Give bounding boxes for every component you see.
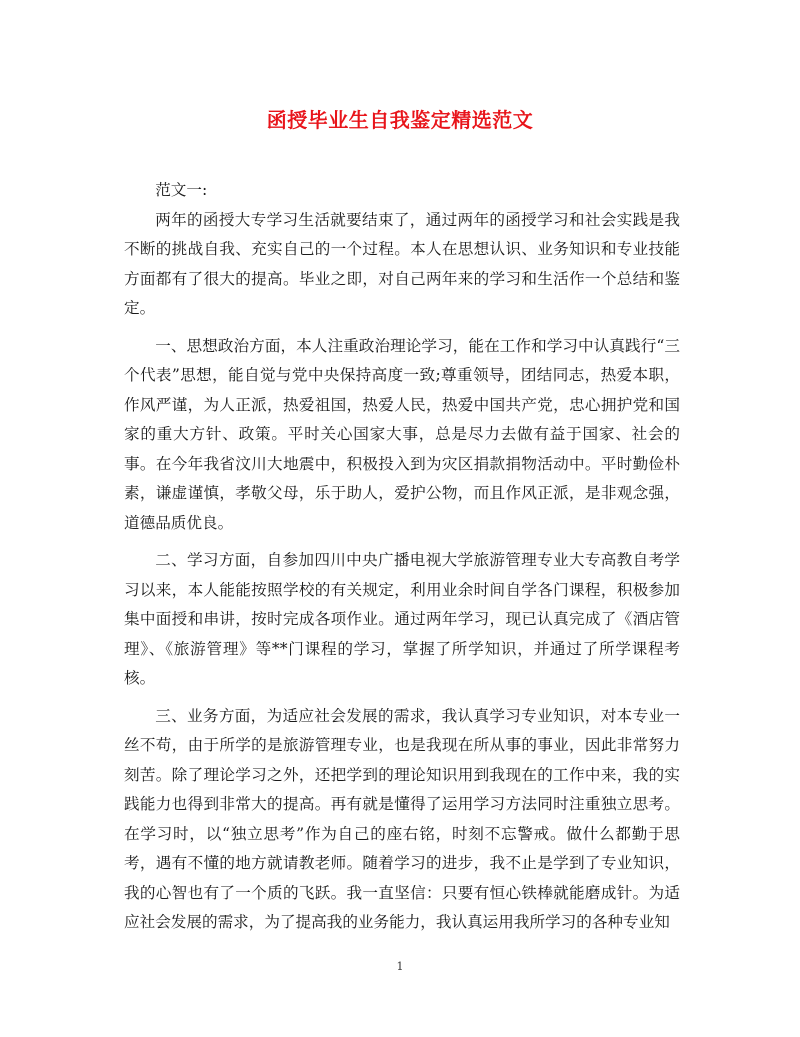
section-label: 范文一:: [155, 181, 208, 199]
paragraph-study: 二、学习方面，自参加四川中央广播电视大学旅游管理专业大专高教自考学习以来，本人能能按照学校的有关规定，利用业余时间自学各门课程，积极参加集中面授和串讲，按时完成各项作业。通过两年学习，现已认真完成了《酒店管理》、《旅游管理》等**门课程的学习，掌握了所学知识，并通过了所学课程考核。: [124, 551, 680, 687]
page-number: 1: [396, 960, 404, 973]
document-title: 函授毕业生自我鉴定精选范文: [266, 108, 534, 132]
document-body: [124, 176, 680, 938]
paragraph-politics: 一、思想政治方面，本人注重政治理论学习，能在工作和学习中认真践行“三个代表”思想，能自觉与党中央保持高度一致;尊重领导，团结同志，热爱本职，作风严谨，为人正派，热爱祖国，热爱人民，热爱中国共产党，忠心拥护党和国家的重大方针、政策。平时关心国家大事，总是尽力去做有益于国家、社会的事。在今年我省汶川大地震中，积极投入到为灾区捐款捐物活动中。平时勤俭朴素，谦虚谨慎，孝敬父母，乐于助人，爱护公物，而且作风正派，是非观念强，道德品质优良。: [124, 336, 680, 532]
paragraph-business: 三、业务方面，为适应社会发展的需求，我认真学习专业知识，对本专业一丝不苟，由于所学的是旅游管理专业，也是我现在所从事的事业，因此非常努力刻苦。除了理论学习之外，还把学到的理论知识用到我现在的工作中来，我的实践能力也得到非常大的提高。再有就是懂得了运用学习方法同时注重独立思考。在学习时，以“独立思考”作为自己的座右铭，时刻不忘警戒。做什么都勤于思考，遇有不懂的地方就请教老师。随着学习的进步，我不止是学到了专业知识，我的心智也有了一个质的飞跃。我一直坚信：只要有恒心铁棒就能磨成针。为适应社会发展的需求，为了提高我的业务能力，我认真运用我所学习的各种专业知: [124, 706, 680, 931]
paragraph-intro: 两年的函授大专学习生活就要结束了，通过两年的函授学习和社会实践是我不断的挑战自我、充实自己的一个过程。本人在思想认识、业务知识和专业技能方面都有了很大的提高。毕业之即，对自己两年来的学习和生活作一个总结和鉴定。: [124, 210, 680, 317]
